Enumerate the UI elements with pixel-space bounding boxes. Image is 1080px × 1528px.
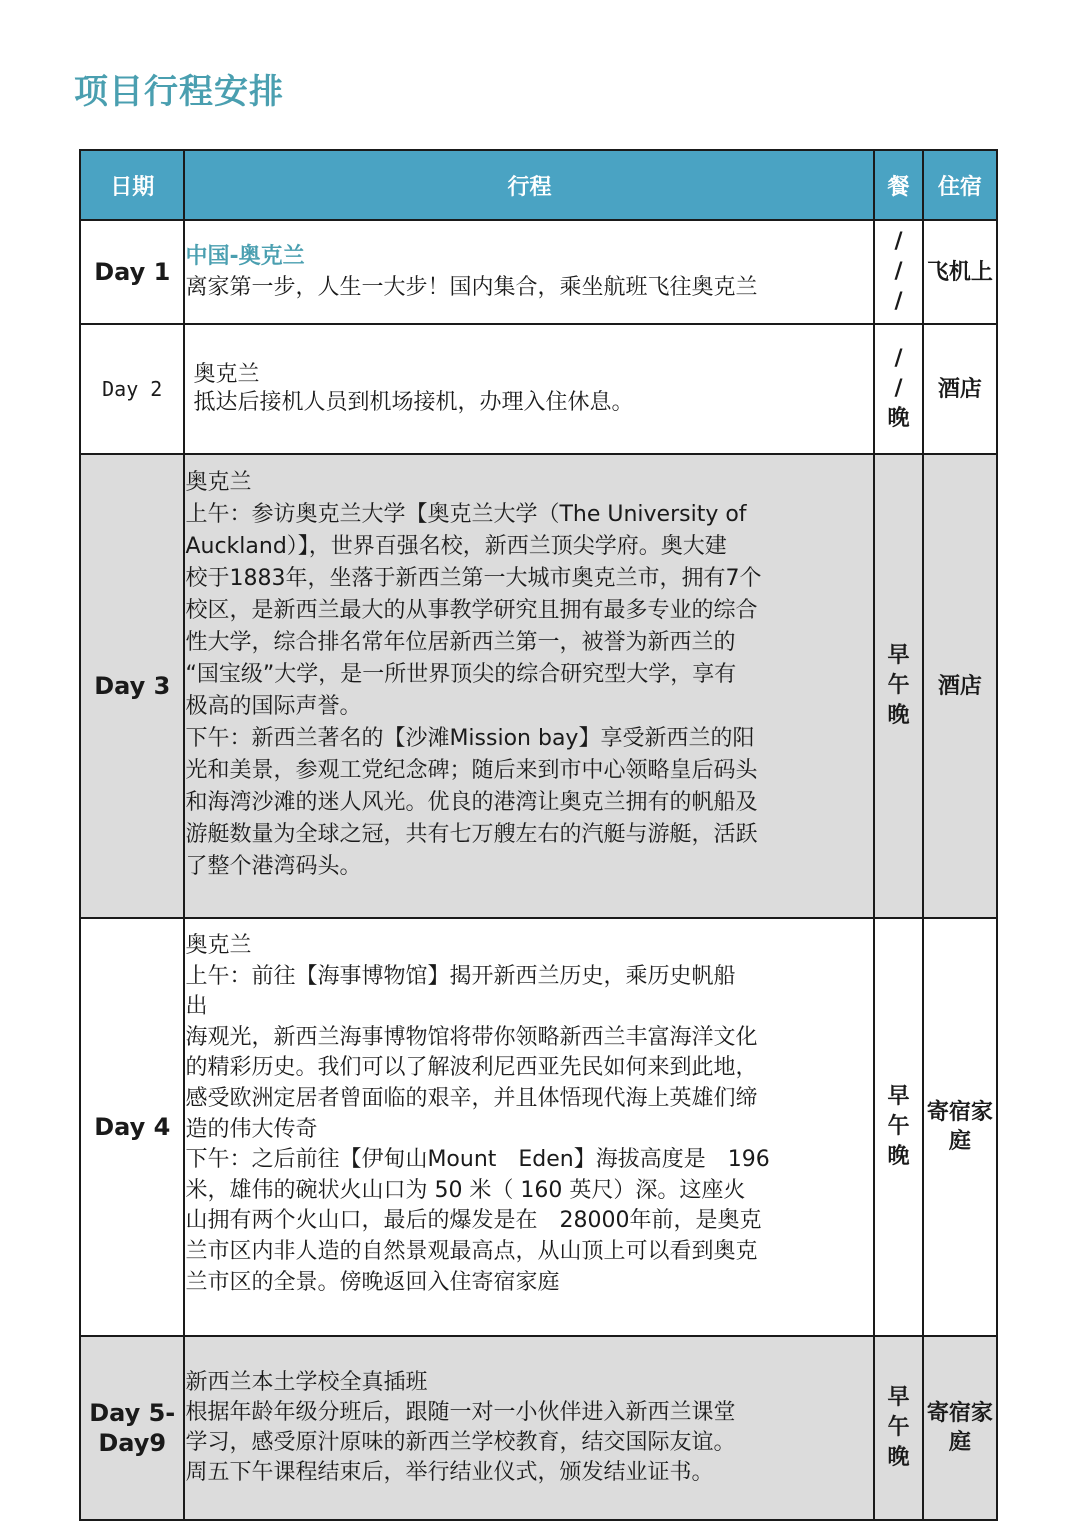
date-cell: Day 4: [80, 918, 184, 1336]
itinerary-cell: [184, 220, 874, 324]
location-title: 奥克兰: [185, 470, 252, 495]
itinerary-line: Auckland）】，世界百强名校，新西兰顶尖学府。奥大建: [185, 534, 727, 559]
meal-breakfast: 早: [887, 1084, 910, 1109]
table-row: [80, 220, 997, 324]
itinerary-line: 上午：参访奥克兰大学【奥克兰大学（The University of: [185, 502, 747, 527]
table-row: [80, 454, 997, 918]
itinerary-cell: [184, 454, 874, 918]
location-title: 中国-奥克兰: [185, 243, 305, 269]
itinerary-line: 周五下午课程结束后，举行结业仪式，颁发结业证书。: [185, 1460, 714, 1485]
meal-breakfast: /: [894, 346, 903, 371]
table-row: [80, 918, 997, 1336]
itinerary-line: 感受欧洲定居者曾面临的艰辛，并且体悟现代海上英雄们缔: [185, 1085, 758, 1111]
meal-lunch: 午: [887, 1114, 910, 1139]
table-row: [80, 324, 997, 454]
itinerary-line: 下午：新西兰著名的【沙滩Mission bay】享受新西兰的阳: [185, 726, 755, 751]
itinerary-line: 出: [185, 994, 208, 1020]
itinerary-line: 根据年龄年级分班后，跟随一对一小伙伴进入新西兰课堂: [185, 1400, 736, 1425]
meal-breakfast: /: [894, 229, 903, 254]
meal-breakfast: 早: [887, 1385, 910, 1410]
itinerary-line: 山拥有两个火山口，最后的爆发是在 28000年前，是奥克: [185, 1208, 762, 1234]
stay-cell: 酒店: [923, 454, 997, 918]
table-header-row: [80, 150, 997, 220]
itinerary-line: 抵达后接机人员到机场接机，办理入住休息。: [193, 390, 634, 415]
meal-lunch: /: [894, 259, 903, 284]
meal-breakfast: 早: [887, 643, 910, 668]
itinerary-line: 校于1883年，坐落于新西兰第一大城市奥克兰市，拥有7个: [185, 566, 762, 591]
meal-dinner: 晚: [887, 1144, 910, 1169]
meal-cell: [874, 324, 922, 454]
meal-cell: [874, 1336, 922, 1520]
meal-lunch: 午: [887, 1415, 910, 1440]
meal-cell: [874, 454, 922, 918]
itinerary-cell: [184, 918, 874, 1336]
itinerary-line: 兰市区的全景。傍晚返回入住寄宿家庭: [185, 1269, 560, 1295]
itinerary-line: 下午：之后前往【伊甸山Mount Eden】海拔高度是 196: [185, 1147, 770, 1173]
itinerary-line: 性大学，综合排名常年位居新西兰第一，被誉为新西兰的: [185, 630, 736, 655]
meal-cell: [874, 220, 922, 324]
meal-dinner: 晚: [887, 1445, 910, 1470]
itinerary-line: 上午：前往【海事博物馆】揭开新西兰历史，乘历史帆船: [185, 963, 736, 989]
date-cell: Day 5-Day9: [80, 1336, 184, 1520]
itinerary-table: [79, 149, 998, 1521]
stay-cell: 酒店: [923, 324, 997, 454]
itinerary-line: 校区，是新西兰最大的从事教学研究且拥有最多专业的综合: [185, 598, 758, 623]
itinerary-line: 和海湾沙滩的迷人风光。优良的港湾让奥克兰拥有的帆船及: [185, 790, 758, 815]
location-title: 奥克兰: [193, 362, 260, 387]
meal-lunch: 午: [887, 673, 910, 698]
header-date: 日期: [80, 150, 184, 220]
date-cell: Day 3: [80, 454, 184, 918]
date-cell: Day 1: [80, 220, 184, 324]
itinerary-line: 学习，感受原汁原味的新西兰学校教育，结交国际友谊。: [185, 1430, 736, 1455]
itinerary-cell: [184, 324, 874, 454]
itinerary-line: 的精彩历史。我们可以了解波利尼西亚先民如何来到此地，: [185, 1055, 758, 1081]
stay-cell: 寄宿家庭: [923, 1336, 997, 1520]
header-itinerary: 行程: [184, 150, 874, 220]
table-row: [80, 1336, 997, 1520]
itinerary-cell: [184, 1336, 874, 1520]
itinerary-line: 了整个港湾码头。: [185, 854, 362, 879]
meal-dinner: /: [894, 289, 903, 314]
itinerary-line: 米，雄伟的碗状火山口为 50 米（ 160 英尺）深。这座火: [185, 1177, 746, 1203]
page-title: 项目行程安排: [74, 72, 284, 112]
itinerary-line: 海观光，新西兰海事博物馆将带你领略新西兰丰富海洋文化: [185, 1024, 758, 1050]
itinerary-line: 光和美景，参观工党纪念碑；随后来到市中心领略皇后码头: [185, 758, 758, 783]
meal-lunch: /: [894, 376, 903, 401]
meal-cell: [874, 918, 922, 1336]
date-cell: Day 2: [80, 324, 184, 454]
location-title: 奥克兰: [185, 933, 252, 958]
itinerary-line: 造的伟大传奇: [185, 1116, 318, 1142]
location-title: 新西兰本土学校全真插班: [185, 1370, 428, 1395]
itinerary-line: 离家第一步，人生一大步！国内集合，乘坐航班飞往奥克兰: [185, 275, 758, 300]
header-meal: 餐: [874, 150, 922, 220]
itinerary-line: 兰市区内非人造的自然景观最高点，从山顶上可以看到奥克: [185, 1238, 758, 1264]
stay-cell: 飞机上: [923, 220, 997, 324]
itinerary-line: 极高的国际声誉。: [185, 694, 362, 719]
itinerary-line: 游艇数量为全球之冠，共有七万艘左右的汽艇与游艇，活跃: [185, 822, 758, 847]
stay-cell: 寄宿家庭: [923, 918, 997, 1336]
meal-dinner: 晚: [887, 406, 910, 431]
itinerary-line: “国宝级”大学，是一所世界顶尖的综合研究型大学，享有: [185, 662, 737, 687]
header-stay: 住宿: [923, 150, 997, 220]
meal-dinner: 晚: [887, 703, 910, 728]
